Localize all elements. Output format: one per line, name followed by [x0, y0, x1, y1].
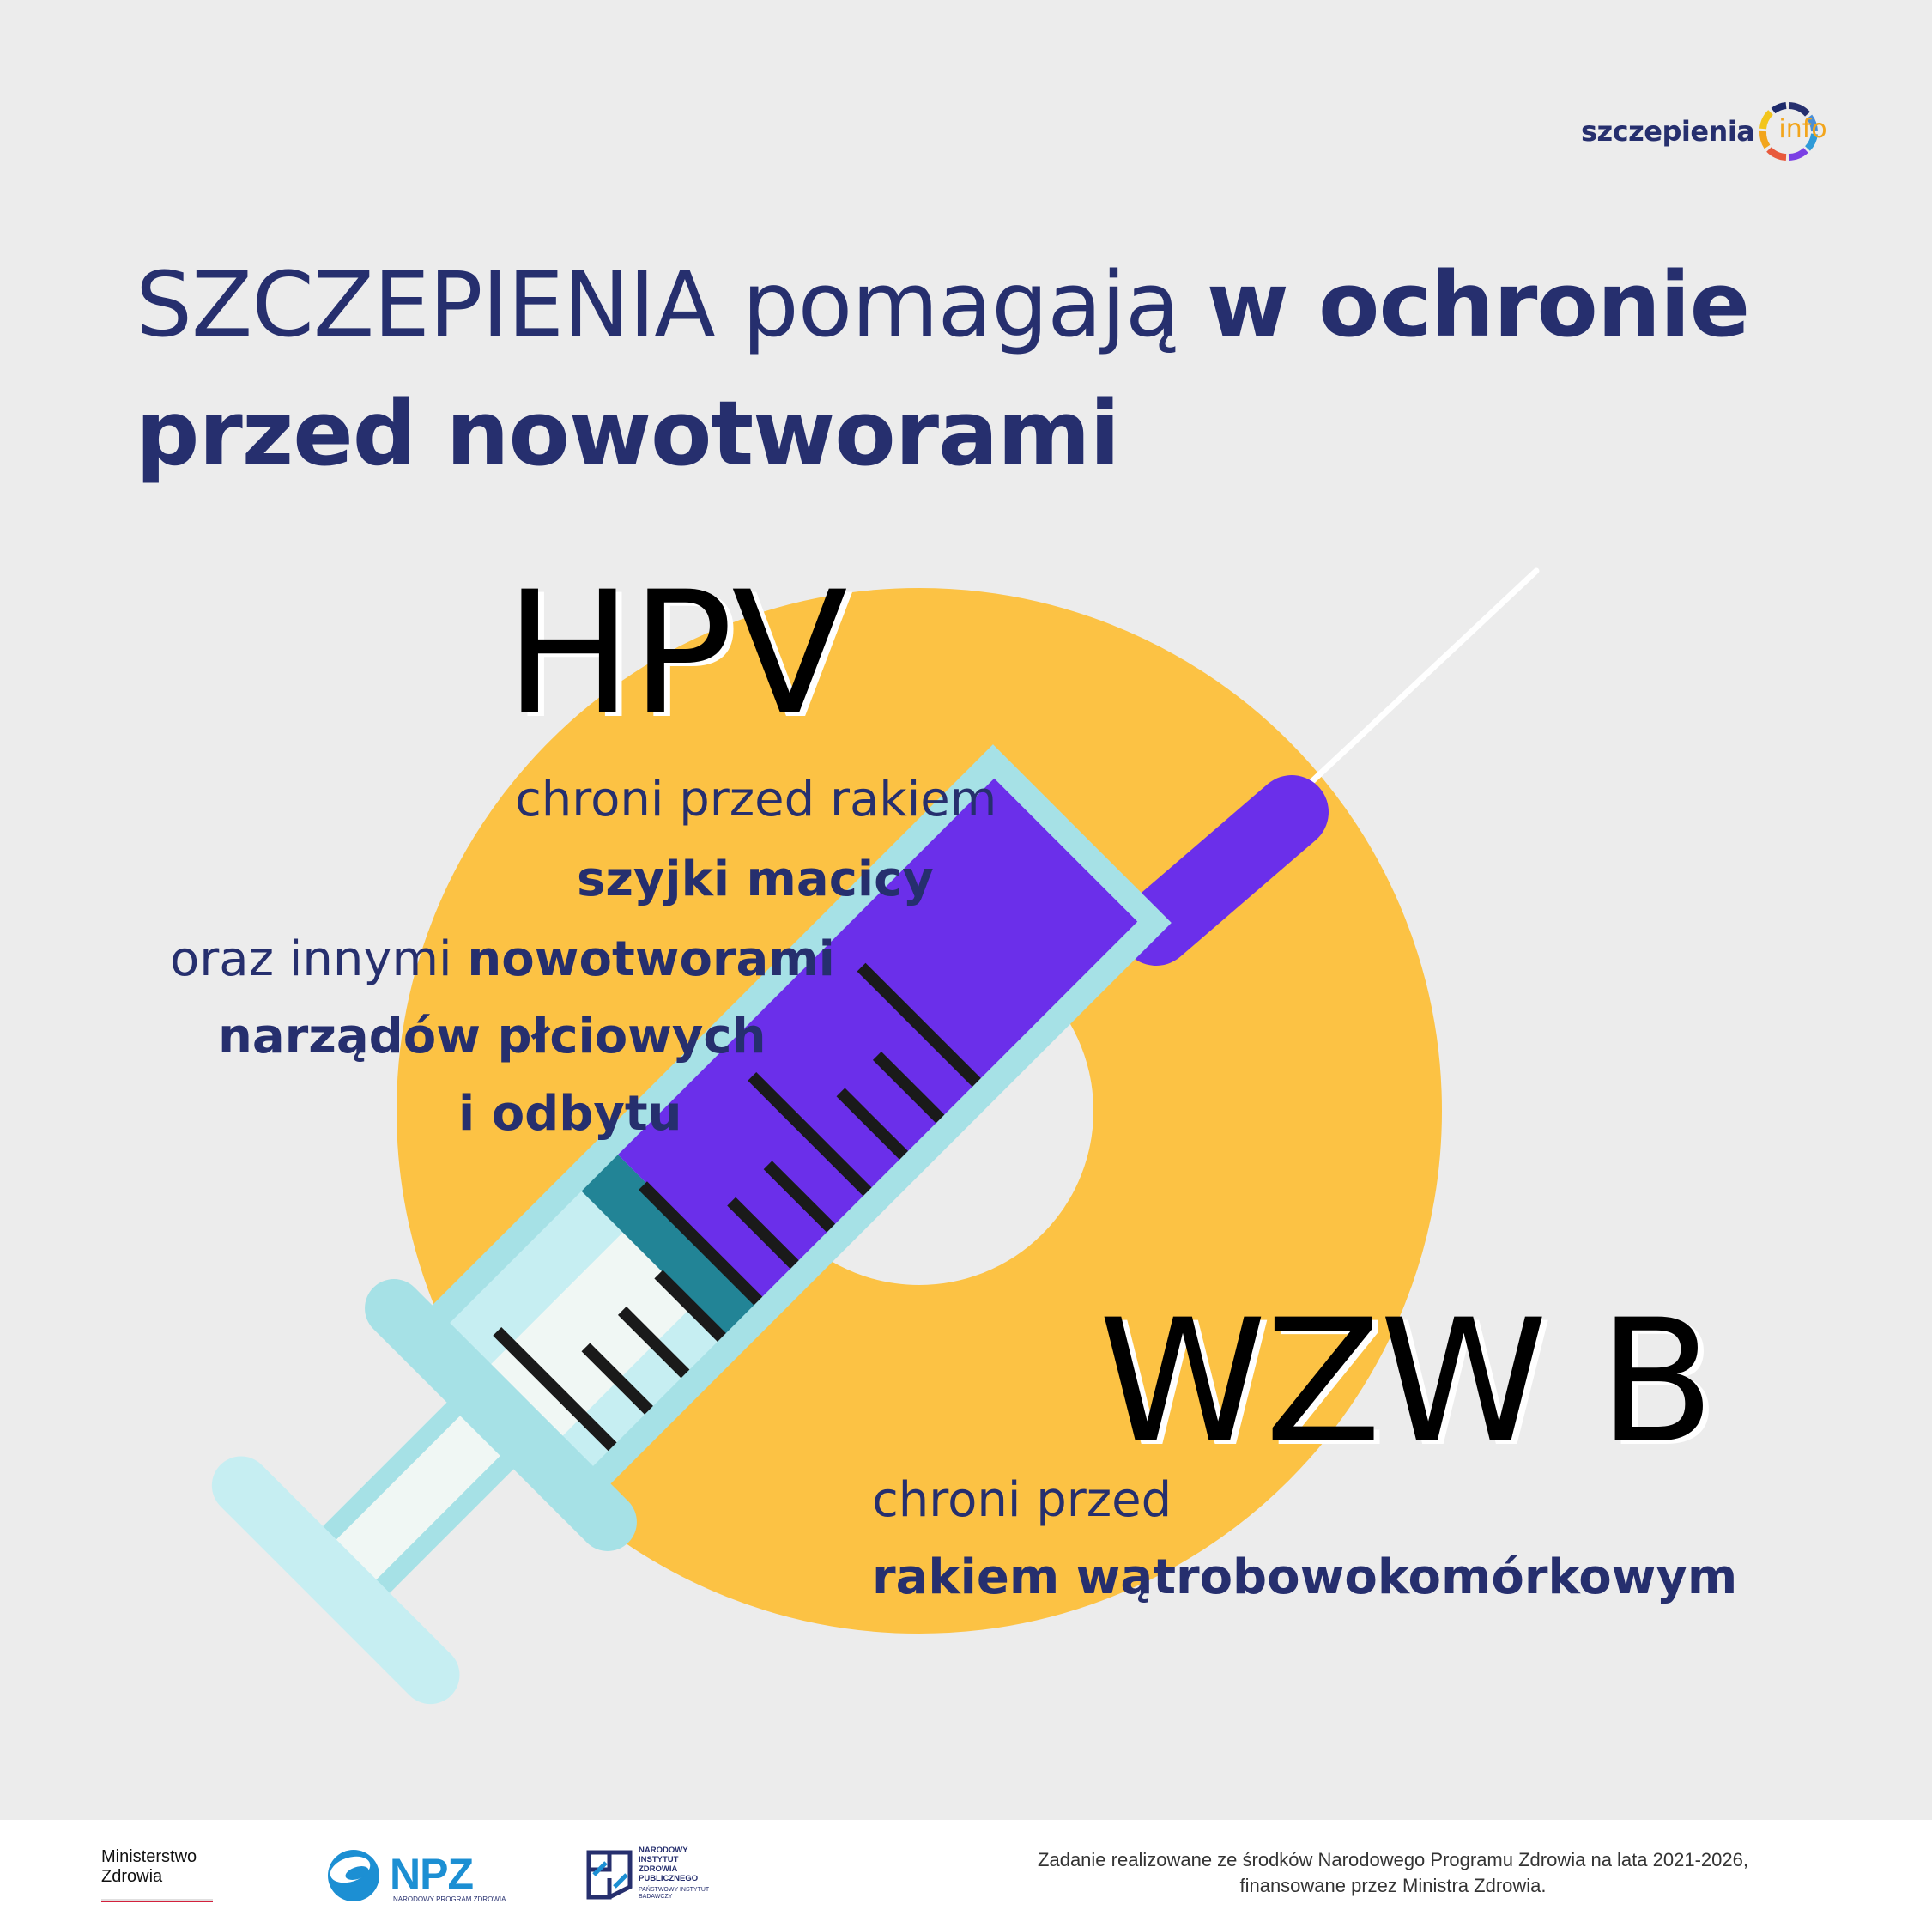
nizp-emblem-icon: [584, 1844, 635, 1904]
hpv-line3: oraz innymi nowotworami: [170, 931, 835, 987]
nizp-subtitle: PAŃSTWOWY INSTYTUT BADAWCZY: [639, 1887, 710, 1900]
ministry-logo[interactable]: Ministerstwo Zdrowia: [101, 1847, 197, 1886]
hpv-line2: szyjki macicy: [577, 852, 934, 907]
footer: [0, 1820, 1932, 1928]
ministry-flag-line: [101, 1899, 213, 1902]
wzwb-line2: rakiem wątrobowokomórkowym: [872, 1549, 1738, 1605]
brand-word: szczepienia: [1581, 115, 1755, 148]
wzwb-line1: chroni przed: [872, 1472, 1172, 1528]
brand-suffix: info: [1778, 114, 1827, 144]
nizp-logo[interactable]: [584, 1844, 721, 1907]
headline-line2: przed nowotworami: [136, 381, 1120, 486]
npz-logo[interactable]: [324, 1847, 506, 1904]
nizp-name: NARODOWY INSTYTUT ZDROWIA PUBLICZNEGO: [639, 1846, 699, 1883]
hpv-line1: chroni przed rakiem: [515, 772, 997, 828]
headline-bold: w ochronie: [1206, 252, 1750, 357]
npz-swirl-icon: [324, 1847, 385, 1904]
hpv-line4: narządów płciowych: [218, 1009, 766, 1064]
headline-regular: SZCZEPIENIA pomagają: [136, 252, 1207, 357]
hpv-title: HPV: [505, 555, 846, 753]
wzwb-title: WZW B: [1099, 1282, 1713, 1481]
hpv-line5: i odbytu: [458, 1086, 682, 1142]
npz-full-name: NARODOWY PROGRAM ZDROWIA: [393, 1895, 506, 1903]
npz-acronym: NPZ: [390, 1850, 473, 1898]
funding-note: Zadanie realizowane ze środków Narodowego Programu Zdrowia na lata 2021-2026, finansowane przez Ministra Zdrowia.: [1038, 1849, 1748, 1896]
